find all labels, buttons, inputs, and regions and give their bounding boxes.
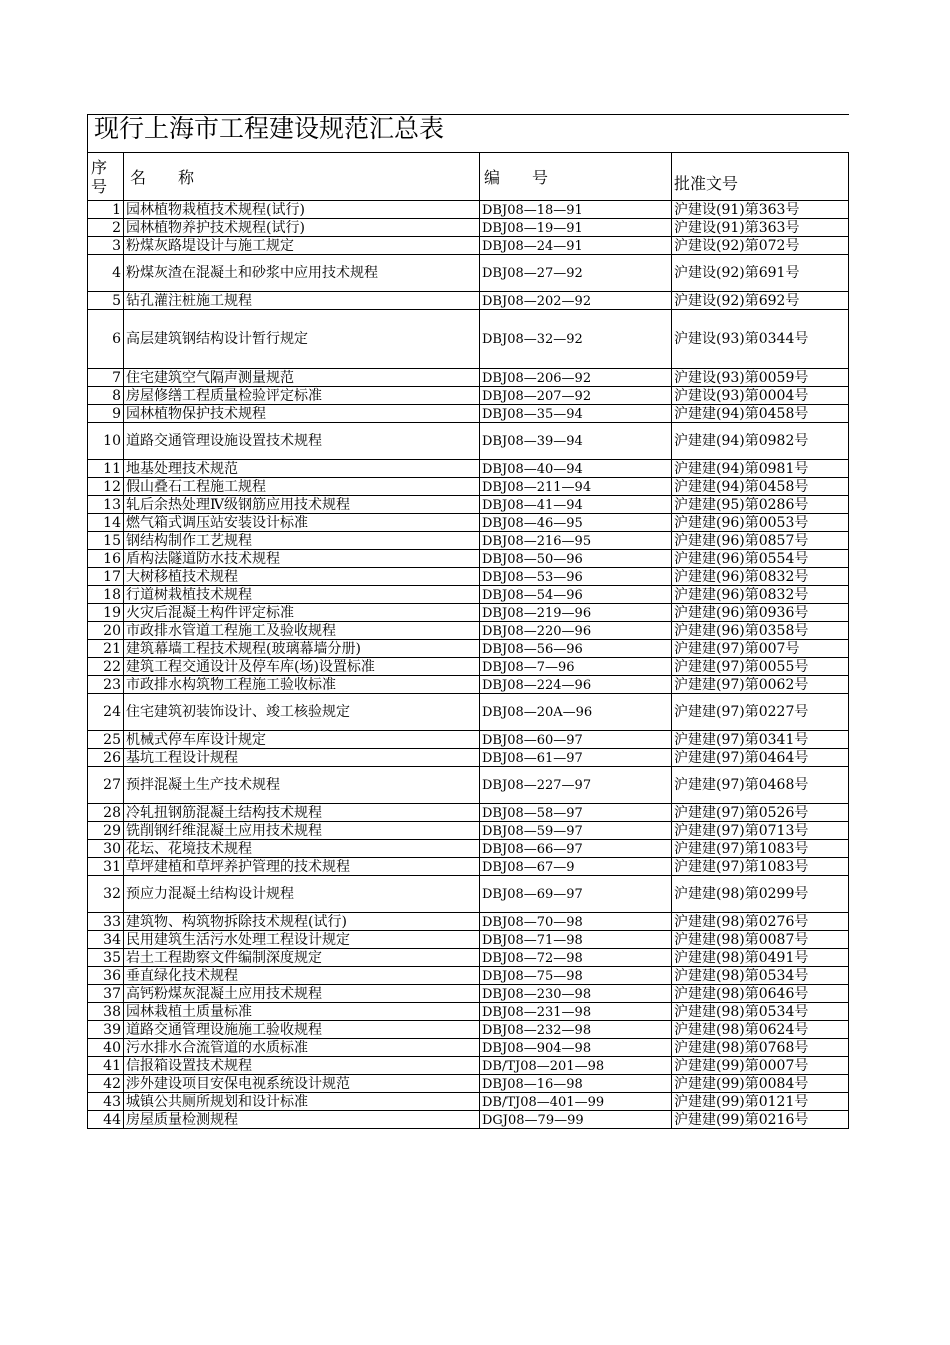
- row-number: 20: [88, 622, 124, 640]
- row-code: DBJ08—216—95: [480, 532, 672, 550]
- row-approval-doc: 沪建建(96)第0832号: [672, 586, 849, 604]
- row-name: 岩土工程勘察文件编制深度规定: [124, 949, 480, 967]
- row-code: DBJ08—54—96: [480, 586, 672, 604]
- row-name: 建筑工程交通设计及停车库(场)设置标准: [124, 658, 480, 676]
- row-approval-doc: 沪建建(98)第0624号: [672, 1021, 849, 1039]
- row-approval-doc: 沪建建(94)第0458号: [672, 405, 849, 423]
- row-approval-doc: 沪建建(96)第0358号: [672, 622, 849, 640]
- table-row: [88, 804, 849, 822]
- row-code: DBJ08—19—91: [480, 219, 672, 237]
- row-name: 铣削钢纤维混凝土应用技术规程: [124, 822, 480, 840]
- row-number: 36: [88, 967, 124, 985]
- table-row: [88, 658, 849, 676]
- row-approval-doc: 沪建设(91)第363号: [672, 219, 849, 237]
- row-number: 15: [88, 532, 124, 550]
- header-no: 序号: [88, 153, 124, 201]
- row-code: DBJ08—230—98: [480, 985, 672, 1003]
- row-approval-doc: 沪建建(97)第0062号: [672, 676, 849, 694]
- table-row: [88, 1039, 849, 1057]
- row-name: 冷轧扭钢筋混凝土结构技术规程: [124, 804, 480, 822]
- row-number: 24: [88, 694, 124, 731]
- row-code: DBJ08—219—96: [480, 604, 672, 622]
- row-approval-doc: 沪建建(98)第0087号: [672, 931, 849, 949]
- row-approval-doc: 沪建建(98)第0276号: [672, 913, 849, 931]
- row-approval-doc: 沪建建(99)第0007号: [672, 1057, 849, 1075]
- table-row: [88, 586, 849, 604]
- row-number: 13: [88, 496, 124, 514]
- row-code: DBJ08—67—9: [480, 858, 672, 876]
- row-name: 民用建筑生活污水处理工程设计规定: [124, 931, 480, 949]
- row-code: DBJ08—58—97: [480, 804, 672, 822]
- row-name: 建筑物、构筑物拆除技术规程(试行): [124, 913, 480, 931]
- table-row: [88, 568, 849, 586]
- header-doc: 批准文号: [672, 153, 849, 201]
- table-row: [88, 876, 849, 913]
- row-name: 信报箱设置技术规程: [124, 1057, 480, 1075]
- row-number: 26: [88, 749, 124, 767]
- row-name: 大树移植技术规程: [124, 568, 480, 586]
- row-approval-doc: 沪建建(97)第0468号: [672, 767, 849, 804]
- row-code: DBJ08—227—97: [480, 767, 672, 804]
- row-code: DBJ08—7—96: [480, 658, 672, 676]
- row-number: 25: [88, 731, 124, 749]
- row-approval-doc: 沪建建(98)第0299号: [672, 876, 849, 913]
- table-row: [88, 1003, 849, 1021]
- row-name: 假山叠石工程施工规程: [124, 478, 480, 496]
- row-number: 4: [88, 255, 124, 292]
- table-header-row: [88, 153, 849, 201]
- row-name: 建筑幕墙工程技术规程(玻璃幕墙分册): [124, 640, 480, 658]
- row-code: DBJ08—232—98: [480, 1021, 672, 1039]
- row-name: 火灾后混凝土构件评定标准: [124, 604, 480, 622]
- table-row: [88, 460, 849, 478]
- table-row: [88, 423, 849, 460]
- row-number: 21: [88, 640, 124, 658]
- table-row: [88, 405, 849, 423]
- row-code: DBJ08—59—97: [480, 822, 672, 840]
- table-row: [88, 731, 849, 749]
- row-approval-doc: 沪建建(98)第0491号: [672, 949, 849, 967]
- row-number: 38: [88, 1003, 124, 1021]
- row-code: DBJ08—66—97: [480, 840, 672, 858]
- row-code: DBJ08—16—98: [480, 1075, 672, 1093]
- row-name: 花坛、花境技术规程: [124, 840, 480, 858]
- row-approval-doc: 沪建建(98)第0534号: [672, 967, 849, 985]
- row-name: 行道树栽植技术规程: [124, 586, 480, 604]
- row-approval-doc: 沪建建(98)第0768号: [672, 1039, 849, 1057]
- row-name: 粉煤灰渣在混凝土和砂浆中应用技术规程: [124, 255, 480, 292]
- row-number: 43: [88, 1093, 124, 1111]
- row-number: 34: [88, 931, 124, 949]
- row-approval-doc: 沪建建(94)第0458号: [672, 478, 849, 496]
- title-row: [87, 114, 849, 152]
- row-code: DBJ08—35—94: [480, 405, 672, 423]
- row-approval-doc: 沪建设(91)第363号: [672, 201, 849, 219]
- row-name: 地基处理技术规范: [124, 460, 480, 478]
- row-code: DBJ08—72—98: [480, 949, 672, 967]
- row-name: 市政排水构筑物工程施工验收标准: [124, 676, 480, 694]
- row-number: 33: [88, 913, 124, 931]
- row-approval-doc: 沪建设(92)第691号: [672, 255, 849, 292]
- row-approval-doc: 沪建建(97)第0464号: [672, 749, 849, 767]
- row-code: DBJ08—39—94: [480, 423, 672, 460]
- row-number: 40: [88, 1039, 124, 1057]
- row-name: 草坪建植和草坪养护管理的技术规程: [124, 858, 480, 876]
- row-name: 房屋修缮工程质量检验评定标准: [124, 387, 480, 405]
- row-number: 41: [88, 1057, 124, 1075]
- row-code: DBJ08—46—95: [480, 514, 672, 532]
- row-approval-doc: 沪建建(97)第0227号: [672, 694, 849, 731]
- row-approval-doc: 沪建建(96)第0936号: [672, 604, 849, 622]
- row-name: 燃气箱式调压站安装设计标准: [124, 514, 480, 532]
- row-number: 22: [88, 658, 124, 676]
- row-number: 12: [88, 478, 124, 496]
- row-number: 16: [88, 550, 124, 568]
- row-code: DBJ08—32—92: [480, 310, 672, 369]
- table-row: [88, 985, 849, 1003]
- table-row: [88, 622, 849, 640]
- row-name: 市政排水管道工程施工及验收规程: [124, 622, 480, 640]
- row-code: DBJ08—18—91: [480, 201, 672, 219]
- row-code: DBJ08—71—98: [480, 931, 672, 949]
- row-name: 住宅建筑空气隔声测量规范: [124, 369, 480, 387]
- row-approval-doc: 沪建建(97)第007号: [672, 640, 849, 658]
- row-name: 预拌混凝土生产技术规程: [124, 767, 480, 804]
- table-row: [88, 550, 849, 568]
- row-code: DBJ08—207—92: [480, 387, 672, 405]
- table-row: [88, 913, 849, 931]
- row-number: 11: [88, 460, 124, 478]
- table-row: [88, 676, 849, 694]
- row-number: 39: [88, 1021, 124, 1039]
- row-number: 29: [88, 822, 124, 840]
- table-row: [88, 1075, 849, 1093]
- table-row: [88, 858, 849, 876]
- row-code: DBJ08—904—98: [480, 1039, 672, 1057]
- row-code: DBJ08—41—94: [480, 496, 672, 514]
- row-number: 23: [88, 676, 124, 694]
- table-row: [88, 219, 849, 237]
- table-row: [88, 640, 849, 658]
- row-code: DBJ08—27—92: [480, 255, 672, 292]
- table-row: [88, 369, 849, 387]
- row-name: 盾构法隧道防水技术规程: [124, 550, 480, 568]
- row-number: 28: [88, 804, 124, 822]
- row-number: 9: [88, 405, 124, 423]
- row-name: 轧后余热处理Ⅳ级钢筋应用技术规程: [124, 496, 480, 514]
- row-approval-doc: 沪建设(93)第0059号: [672, 369, 849, 387]
- row-code: DBJ08—220—96: [480, 622, 672, 640]
- row-code: DBJ08—224—96: [480, 676, 672, 694]
- row-number: 30: [88, 840, 124, 858]
- row-name: 预应力混凝土结构设计规程: [124, 876, 480, 913]
- table-row: [88, 310, 849, 369]
- row-approval-doc: 沪建建(97)第0341号: [672, 731, 849, 749]
- row-number: 18: [88, 586, 124, 604]
- row-code: DBJ08—70—98: [480, 913, 672, 931]
- row-approval-doc: 沪建建(97)第0055号: [672, 658, 849, 676]
- table-row: [88, 931, 849, 949]
- row-number: 6: [88, 310, 124, 369]
- table-row: [88, 255, 849, 292]
- row-number: 44: [88, 1111, 124, 1129]
- table-row: [88, 949, 849, 967]
- table-row: [88, 694, 849, 731]
- row-code: DBJ08—20A—96: [480, 694, 672, 731]
- standards-table: [87, 152, 849, 1129]
- row-number: 7: [88, 369, 124, 387]
- table-row: [88, 822, 849, 840]
- row-code: DBJ08—206—92: [480, 369, 672, 387]
- row-approval-doc: 沪建设(92)第692号: [672, 292, 849, 310]
- row-number: 31: [88, 858, 124, 876]
- table-row: [88, 1111, 849, 1129]
- row-number: 1: [88, 201, 124, 219]
- row-code: DBJ08—24—91: [480, 237, 672, 255]
- table-row: [88, 292, 849, 310]
- row-name: 高钙粉煤灰混凝土应用技术规程: [124, 985, 480, 1003]
- row-number: 17: [88, 568, 124, 586]
- row-number: 37: [88, 985, 124, 1003]
- table-row: [88, 478, 849, 496]
- table-row: [88, 1057, 849, 1075]
- table-row: [88, 532, 849, 550]
- row-approval-doc: 沪建建(97)第0713号: [672, 822, 849, 840]
- row-number: 35: [88, 949, 124, 967]
- row-approval-doc: 沪建设(93)第0004号: [672, 387, 849, 405]
- row-code: DBJ08—202—92: [480, 292, 672, 310]
- row-code: DBJ08—61—97: [480, 749, 672, 767]
- row-name: 园林植物养护技术规程(试行): [124, 219, 480, 237]
- row-code: DBJ08—60—97: [480, 731, 672, 749]
- row-name: 住宅建筑初装饰设计、竣工核验规定: [124, 694, 480, 731]
- row-number: 5: [88, 292, 124, 310]
- row-name: 房屋质量检测规程: [124, 1111, 480, 1129]
- row-name: 粉煤灰路堤设计与施工规定: [124, 237, 480, 255]
- row-code: DGJ08—79—99: [480, 1111, 672, 1129]
- row-code: DBJ08—56—96: [480, 640, 672, 658]
- table-row: [88, 237, 849, 255]
- row-name: 垂直绿化技术规程: [124, 967, 480, 985]
- table-row: [88, 767, 849, 804]
- row-approval-doc: 沪建建(96)第0554号: [672, 550, 849, 568]
- row-number: 14: [88, 514, 124, 532]
- table-row: [88, 749, 849, 767]
- row-name: 园林植物栽植技术规程(试行): [124, 201, 480, 219]
- row-name: 基坑工程设计规程: [124, 749, 480, 767]
- row-number: 8: [88, 387, 124, 405]
- table-row: [88, 496, 849, 514]
- row-name: 城镇公共厕所规划和设计标准: [124, 1093, 480, 1111]
- row-approval-doc: 沪建建(96)第0832号: [672, 568, 849, 586]
- row-code: DBJ08—50—96: [480, 550, 672, 568]
- row-number: 19: [88, 604, 124, 622]
- row-code: DBJ08—211—94: [480, 478, 672, 496]
- row-name: 钻孔灌注桩施工规程: [124, 292, 480, 310]
- row-code: DB/TJ08—401—99: [480, 1093, 672, 1111]
- row-approval-doc: 沪建建(96)第0053号: [672, 514, 849, 532]
- header-name: 名 称: [124, 153, 480, 201]
- row-approval-doc: 沪建建(99)第0216号: [672, 1111, 849, 1129]
- row-number: 27: [88, 767, 124, 804]
- row-number: 10: [88, 423, 124, 460]
- row-name: 钢结构制作工艺规程: [124, 532, 480, 550]
- row-name: 园林栽植土质量标准: [124, 1003, 480, 1021]
- row-approval-doc: 沪建建(99)第0121号: [672, 1093, 849, 1111]
- page-title: 现行上海市工程建设规范汇总表: [94, 114, 445, 143]
- header-code: 编 号: [480, 153, 672, 201]
- row-approval-doc: 沪建建(98)第0646号: [672, 985, 849, 1003]
- row-approval-doc: 沪建建(94)第0981号: [672, 460, 849, 478]
- row-number: 2: [88, 219, 124, 237]
- row-code: DBJ08—40—94: [480, 460, 672, 478]
- row-approval-doc: 沪建建(95)第0286号: [672, 496, 849, 514]
- table-row: [88, 840, 849, 858]
- row-name: 机械式停车库设计规定: [124, 731, 480, 749]
- table-row: [88, 1021, 849, 1039]
- table-row: [88, 1093, 849, 1111]
- row-name: 高层建筑钢结构设计暂行规定: [124, 310, 480, 369]
- row-approval-doc: 沪建建(99)第0084号: [672, 1075, 849, 1093]
- row-name: 道路交通管理设施施工验收规程: [124, 1021, 480, 1039]
- row-name: 涉外建设项目安保电视系统设计规范: [124, 1075, 480, 1093]
- row-number: 3: [88, 237, 124, 255]
- row-approval-doc: 沪建建(94)第0982号: [672, 423, 849, 460]
- row-approval-doc: 沪建设(92)第072号: [672, 237, 849, 255]
- row-code: DB/TJ08—201—98: [480, 1057, 672, 1075]
- table-row: [88, 604, 849, 622]
- row-name: 道路交通管理设施设置技术规程: [124, 423, 480, 460]
- row-code: DBJ08—53—96: [480, 568, 672, 586]
- row-code: DBJ08—69—97: [480, 876, 672, 913]
- table-row: [88, 201, 849, 219]
- row-code: DBJ08—75—98: [480, 967, 672, 985]
- row-code: DBJ08—231—98: [480, 1003, 672, 1021]
- row-name: 园林植物保护技术规程: [124, 405, 480, 423]
- table-row: [88, 967, 849, 985]
- row-approval-doc: 沪建建(97)第0526号: [672, 804, 849, 822]
- table-row: [88, 514, 849, 532]
- row-approval-doc: 沪建建(97)第1083号: [672, 858, 849, 876]
- row-approval-doc: 沪建建(97)第1083号: [672, 840, 849, 858]
- row-approval-doc: 沪建建(98)第0534号: [672, 1003, 849, 1021]
- table-row: [88, 387, 849, 405]
- row-approval-doc: 沪建设(93)第0344号: [672, 310, 849, 369]
- row-name: 污水排水合流管道的水质标准: [124, 1039, 480, 1057]
- row-number: 32: [88, 876, 124, 913]
- row-approval-doc: 沪建建(96)第0857号: [672, 532, 849, 550]
- row-number: 42: [88, 1075, 124, 1093]
